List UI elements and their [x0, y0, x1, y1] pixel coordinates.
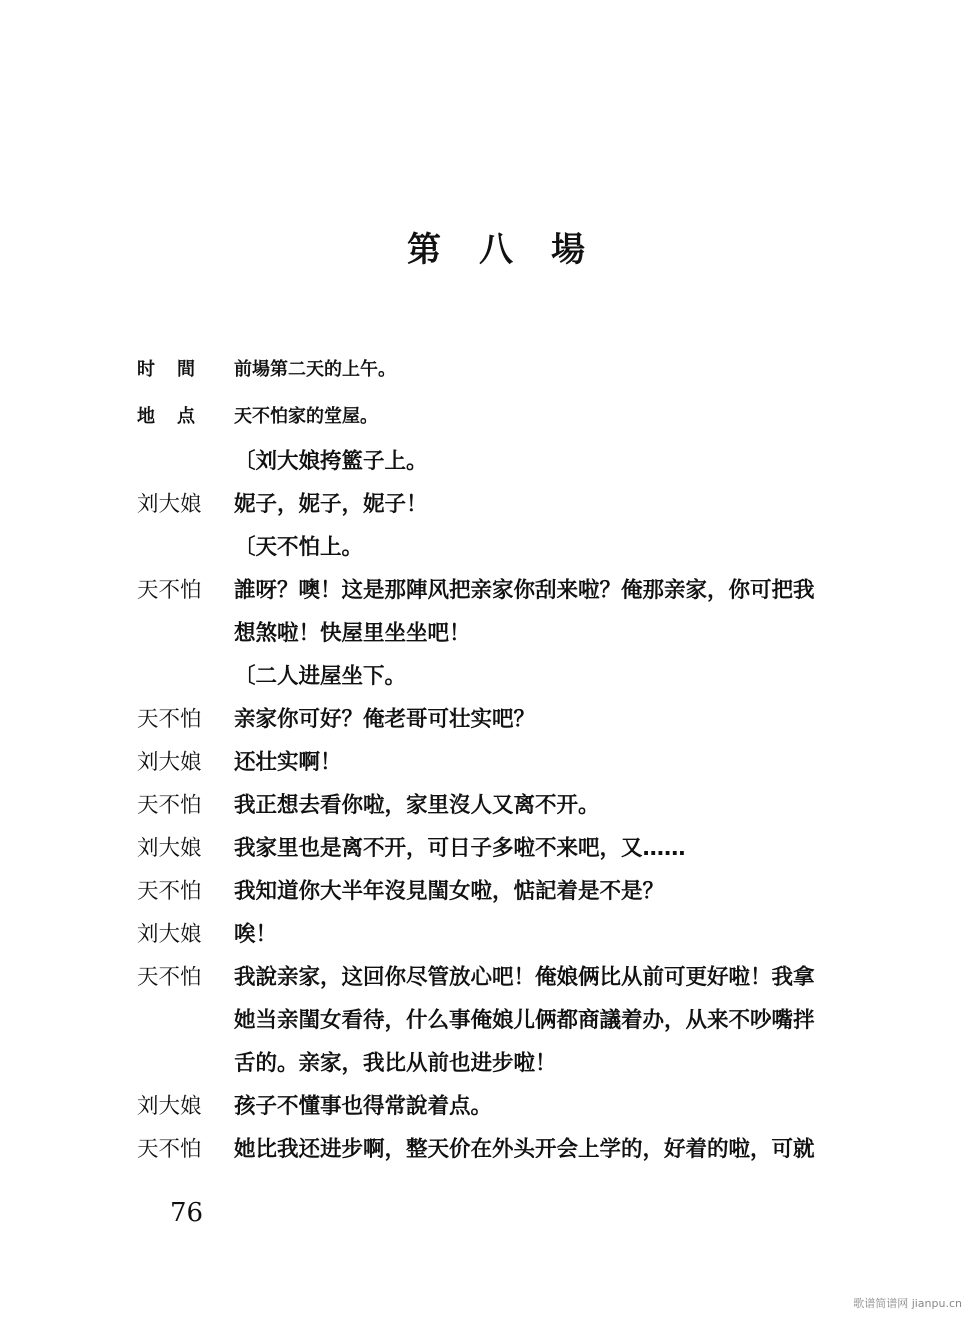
line-text: 亲家你可好？俺老哥可壮实吧？: [234, 707, 536, 732]
line-text: 想煞啦！快屋里坐坐吧！: [234, 621, 471, 646]
dialogue-line: [137, 483, 907, 526]
speaker-name: [137, 1042, 234, 1085]
dialogue-continuation: [137, 999, 907, 1042]
speaker-name: [137, 526, 234, 569]
speaker-name: 天不怕: [137, 1137, 202, 1162]
speaker-name: 刘大娘: [137, 750, 202, 775]
line-text: 她当亲閨女看待，什么事俺娘儿俩都商議着办，从来不吵嘴拌: [234, 1008, 815, 1033]
header-text: 天不怕家的堂屋。: [234, 406, 378, 427]
dialogue-line: [137, 741, 907, 784]
line-text: 孩子不懂事也得常說着点。: [234, 1094, 493, 1119]
speaker-name: [137, 440, 234, 483]
line-text: 〔天不怕上。: [234, 535, 364, 560]
line-text: 舌的。亲家，我比从前也进步啦！: [234, 1051, 557, 1076]
dialogue-line: [137, 784, 907, 827]
dialogue-line: [137, 698, 907, 741]
dialogue-line: [137, 827, 907, 870]
dialogue-continuation: [137, 612, 907, 655]
dialogue-line: [137, 1085, 907, 1128]
scene-title: 第八場: [407, 230, 623, 270]
line-text: 我說亲家，这回你尽管放心吧！俺娘俩比从前可更好啦！我拿: [234, 965, 815, 990]
speaker-name: 刘大娘: [137, 492, 202, 517]
line-text: 〔刘大娘挎籃子上。: [234, 449, 428, 474]
speaker-name: 天不怕: [137, 793, 202, 818]
speaker-name: 天不怕: [137, 707, 202, 732]
speaker-name: 天不怕: [137, 965, 202, 990]
line-text: 还壮实啊！: [234, 750, 342, 775]
dialogue-line: [137, 913, 907, 956]
dialogue-line: [137, 870, 907, 913]
dialogue-line: [137, 956, 907, 999]
header-place: [137, 393, 907, 440]
header-label: 地点: [137, 406, 217, 427]
header-label: 时間: [137, 359, 217, 380]
speaker-name: 天不怕: [137, 578, 202, 603]
line-text: 她比我还进步啊，整天价在外头开会上学的，好着的啦，可就: [234, 1137, 815, 1162]
watermark: 歌谱简谱网 jianpu.cn: [853, 1297, 962, 1310]
header-time: [137, 346, 907, 393]
speaker-name: 刘大娘: [137, 1094, 202, 1119]
dialogue-line: [137, 569, 907, 612]
line-text: 〔二人进屋坐下。: [234, 664, 407, 689]
dialogue-continuation: [137, 1042, 907, 1085]
stage-direction: [137, 440, 907, 483]
line-text: 我知道你大半年沒見閨女啦，惦記着是不是？: [234, 879, 665, 904]
line-text: 唉！: [234, 922, 278, 947]
page-number: 76: [170, 1198, 204, 1228]
header-text: 前場第二天的上午。: [234, 359, 396, 380]
line-text: 誰呀？噢！这是那陣风把亲家你刮来啦？俺那亲家，你可把我: [234, 578, 815, 603]
line-text: 我家里也是离不开，可日子多啦不来吧，又……: [234, 836, 686, 861]
speaker-name: [137, 612, 234, 655]
speaker-name: 刘大娘: [137, 922, 202, 947]
speaker-name: [137, 655, 234, 698]
dialogue-line: [137, 1128, 907, 1171]
line-text: 我正想去看你啦，家里沒人又离不开。: [234, 793, 600, 818]
speaker-name: 天不怕: [137, 879, 202, 904]
stage-direction: [137, 526, 907, 569]
line-text: 妮子，妮子，妮子！: [234, 492, 428, 517]
script-body: [137, 346, 907, 1171]
stage-direction: [137, 655, 907, 698]
speaker-name: [137, 999, 234, 1042]
speaker-name: 刘大娘: [137, 836, 202, 861]
